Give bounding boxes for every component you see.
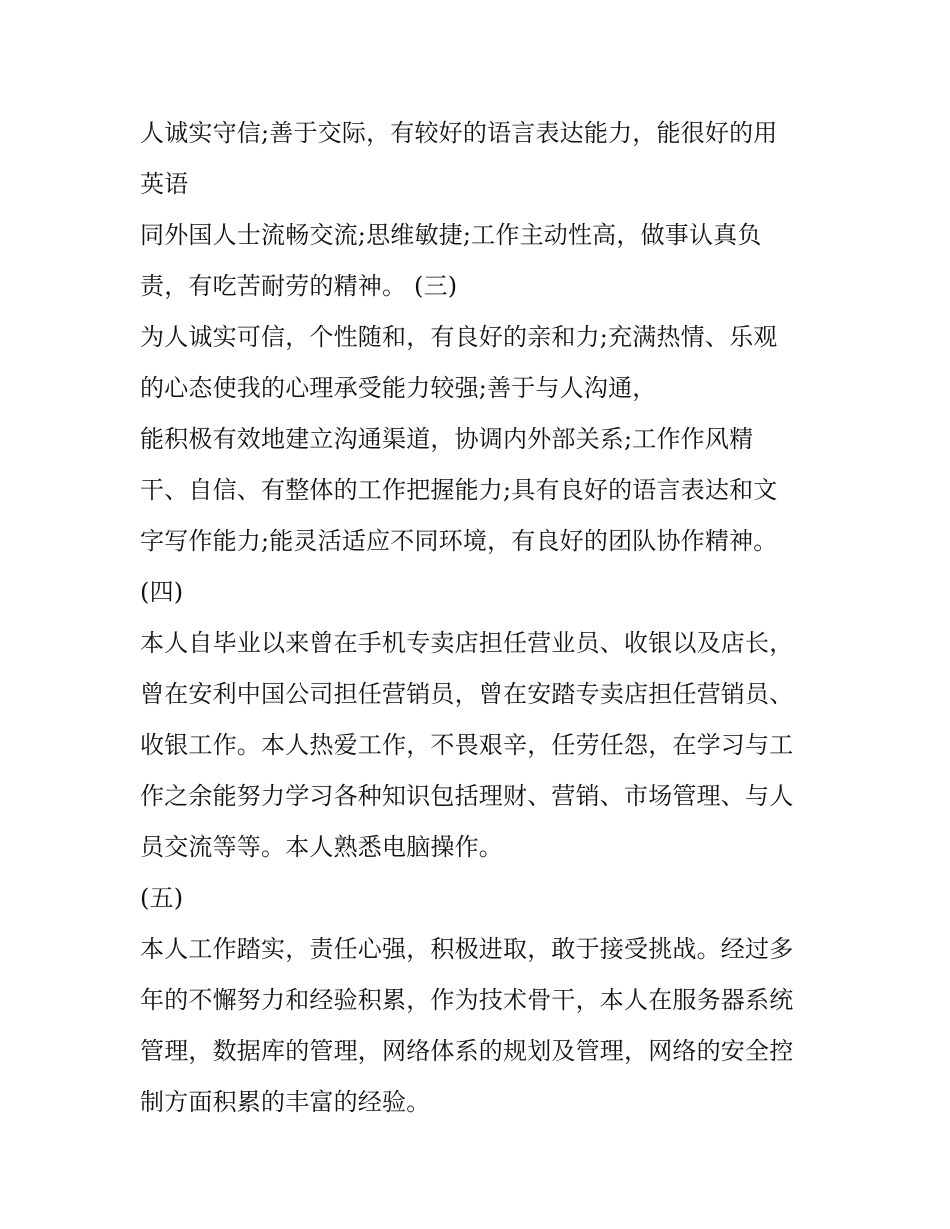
text-line: 英语 bbox=[140, 170, 189, 198]
text-line: 责，有吃苦耐劳的精神。 (三) bbox=[140, 272, 458, 300]
text-line: 为人诚实可信，个性随和，有良好的亲和力;充满热情、乐观 bbox=[140, 323, 778, 351]
text-line: 员交流等等。本人熟悉电脑操作。 bbox=[140, 833, 503, 861]
section-heading-five: (五) bbox=[140, 884, 184, 912]
text-line: 收银工作。本人热爱工作，不畏艰辛，任劳任怨，在学习与工 bbox=[140, 731, 794, 759]
text-line: 年的不懈努力和经验积累，作为技术骨干，本人在服务器系统 bbox=[140, 986, 794, 1014]
text-line: 本人工作踏实，责任心强，积极进取，敢于接受挑战。经过多 bbox=[140, 935, 794, 963]
document-body bbox=[140, 108, 840, 1128]
section-heading-four: (四) bbox=[140, 578, 184, 606]
text-line: 制方面积累的丰富的经验。 bbox=[140, 1088, 431, 1116]
text-line: 曾在安利中国公司担任营销员，曾在安踏专卖店担任营销员、 bbox=[140, 680, 794, 708]
text-line: 本人自毕业以来曾在手机专卖店担任营业员、收银以及店长， bbox=[140, 629, 794, 657]
text-line: 同外国人士流畅交流;思维敏捷;工作主动性高，做事认真负 bbox=[140, 221, 762, 249]
text-line: 干、自信、有整体的工作把握能力;具有良好的语言表达和文 bbox=[140, 476, 778, 504]
text-line: 的心态使我的心理承受能力较强;善于与人沟通， bbox=[140, 374, 657, 402]
text-line: 能积极有效地建立沟通渠道，协调内外部关系;工作作风精 bbox=[140, 425, 754, 453]
text-line: 管理，数据库的管理，网络体系的规划及管理，网络的安全控 bbox=[140, 1037, 794, 1065]
text-line: 字写作能力;能灵活适应不同环境，有良好的团队协作精神。 bbox=[140, 527, 778, 555]
text-line: 作之余能努力学习各种知识包括理财、营销、市场管理、与人 bbox=[140, 782, 794, 810]
text-line: 人诚实守信;善于交际，有较好的语言表达能力，能很好的用 bbox=[140, 119, 778, 147]
